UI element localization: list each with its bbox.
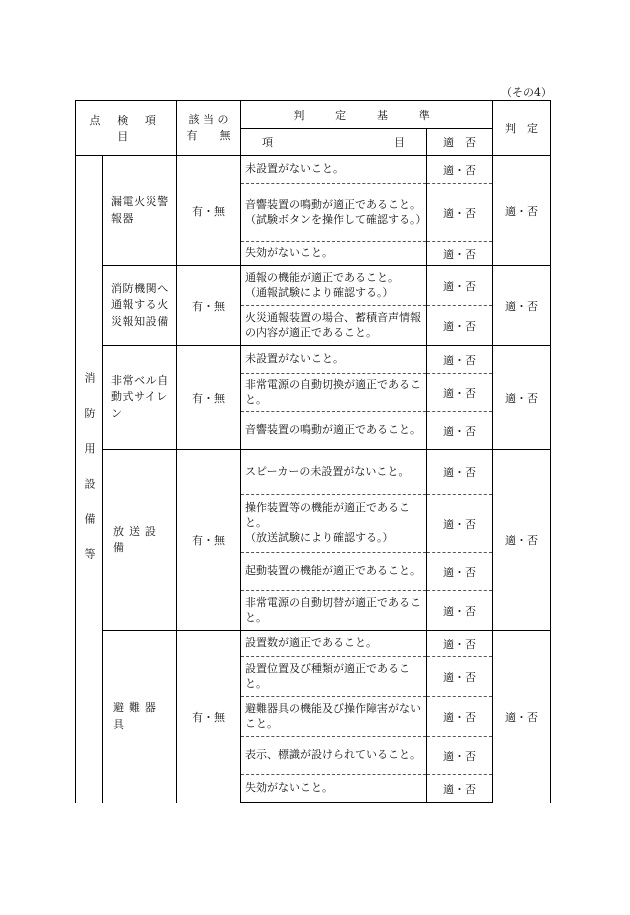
- judgment-cell: 適・否: [493, 631, 551, 803]
- inspection-table: [75, 100, 551, 803]
- criteria-item: 操作装置等の機能が適正であること。 （放送試験により確認する。）: [241, 495, 427, 553]
- criteria-ok-ng: 適・否: [427, 631, 493, 657]
- criteria-item: 未設置がないこと。: [241, 156, 427, 184]
- criteria-row: [76, 631, 551, 657]
- header-judgment: 判 定: [493, 101, 551, 156]
- criteria-ok-ng: 適・否: [427, 306, 493, 346]
- criteria-ok-ng: 適・否: [427, 591, 493, 631]
- criteria-ok-ng: 適・否: [427, 450, 493, 495]
- criteria-item: 非常電源の自動切換が適正であること。: [241, 374, 427, 412]
- criteria-item: 火災通報装置の場合、蓄積音声情報の内容が適正であること。: [241, 306, 427, 346]
- criteria-item: 音響装置の鳴動が適正であること。: [241, 412, 427, 450]
- judgment-cell: 適・否: [493, 156, 551, 266]
- category-cell: [76, 156, 103, 803]
- header-inspection-item: 点 検 項 目: [76, 101, 177, 156]
- criteria-item: 表示、標識が設けられていること。: [241, 737, 427, 775]
- header-item: 項 目: [241, 129, 427, 156]
- criteria-ok-ng: 適・否: [427, 374, 493, 412]
- criteria-ok-ng: 適・否: [427, 266, 493, 306]
- header-criteria: 判 定 基 準: [241, 101, 493, 129]
- header-applicable-line2: 有 無: [186, 129, 231, 142]
- criteria-row: [76, 156, 551, 184]
- device-name: 非常ベル自動式サイレン: [103, 346, 177, 450]
- header-applicable-line1: 該 当 の: [188, 112, 229, 126]
- category-label: 消防用設備等: [83, 372, 96, 584]
- criteria-ok-ng: 適・否: [427, 697, 493, 737]
- criteria-item: 音響装置の鳴動が適正であること。 （試験ボタンを操作して確認する。）: [241, 184, 427, 242]
- criteria-ok-ng: 適・否: [427, 737, 493, 775]
- criteria-item: 通報の機能が適正であること。 （通報試験により確認する。）: [241, 266, 427, 306]
- criteria-item: 未設置がないこと。: [241, 346, 427, 374]
- judgment-cell: 適・否: [493, 450, 551, 631]
- device-name: 避難器具: [103, 631, 177, 803]
- judgment-cell: 適・否: [493, 266, 551, 346]
- presence-cell: 有・無: [177, 156, 241, 266]
- criteria-ok-ng: 適・否: [427, 346, 493, 374]
- criteria-item: 非常電源の自動切替が適正であること。: [241, 591, 427, 631]
- presence-cell: 有・無: [177, 346, 241, 450]
- presence-cell: 有・無: [177, 631, 241, 803]
- criteria-item: 起動装置の機能が適正であること。: [241, 553, 427, 591]
- presence-cell: 有・無: [177, 266, 241, 346]
- header-ok-ng: 適 否: [427, 129, 493, 156]
- criteria-item: 失効がないこと。: [241, 242, 427, 266]
- device-name: 漏電火災警報器: [103, 156, 177, 266]
- criteria-ok-ng: 適・否: [427, 553, 493, 591]
- presence-cell: 有・無: [177, 450, 241, 631]
- judgment-cell: 適・否: [493, 346, 551, 450]
- criteria-row: [76, 450, 551, 495]
- criteria-item: 設置数が適正であること。: [241, 631, 427, 657]
- criteria-ok-ng: 適・否: [427, 495, 493, 553]
- criteria-item: 避難器具の機能及び操作障害がないこと。: [241, 697, 427, 737]
- page-number: （その4）: [501, 86, 552, 99]
- criteria-ok-ng: 適・否: [427, 775, 493, 803]
- criteria-ok-ng: 適・否: [427, 242, 493, 266]
- criteria-ok-ng: 適・否: [427, 156, 493, 184]
- criteria-row: [76, 346, 551, 374]
- header-applicable: [177, 101, 241, 156]
- criteria-item: スピーカーの未設置がないこと。: [241, 450, 427, 495]
- device-name: 消防機関へ通報する火災報知設備: [103, 266, 177, 346]
- criteria-ok-ng: 適・否: [427, 184, 493, 242]
- criteria-ok-ng: 適・否: [427, 657, 493, 697]
- criteria-item: 失効がないこと。: [241, 775, 427, 803]
- criteria-ok-ng: 適・否: [427, 412, 493, 450]
- criteria-row: [76, 266, 551, 306]
- device-name: 放送設備: [103, 450, 177, 631]
- criteria-item: 設置位置及び種類が適正であること。: [241, 657, 427, 697]
